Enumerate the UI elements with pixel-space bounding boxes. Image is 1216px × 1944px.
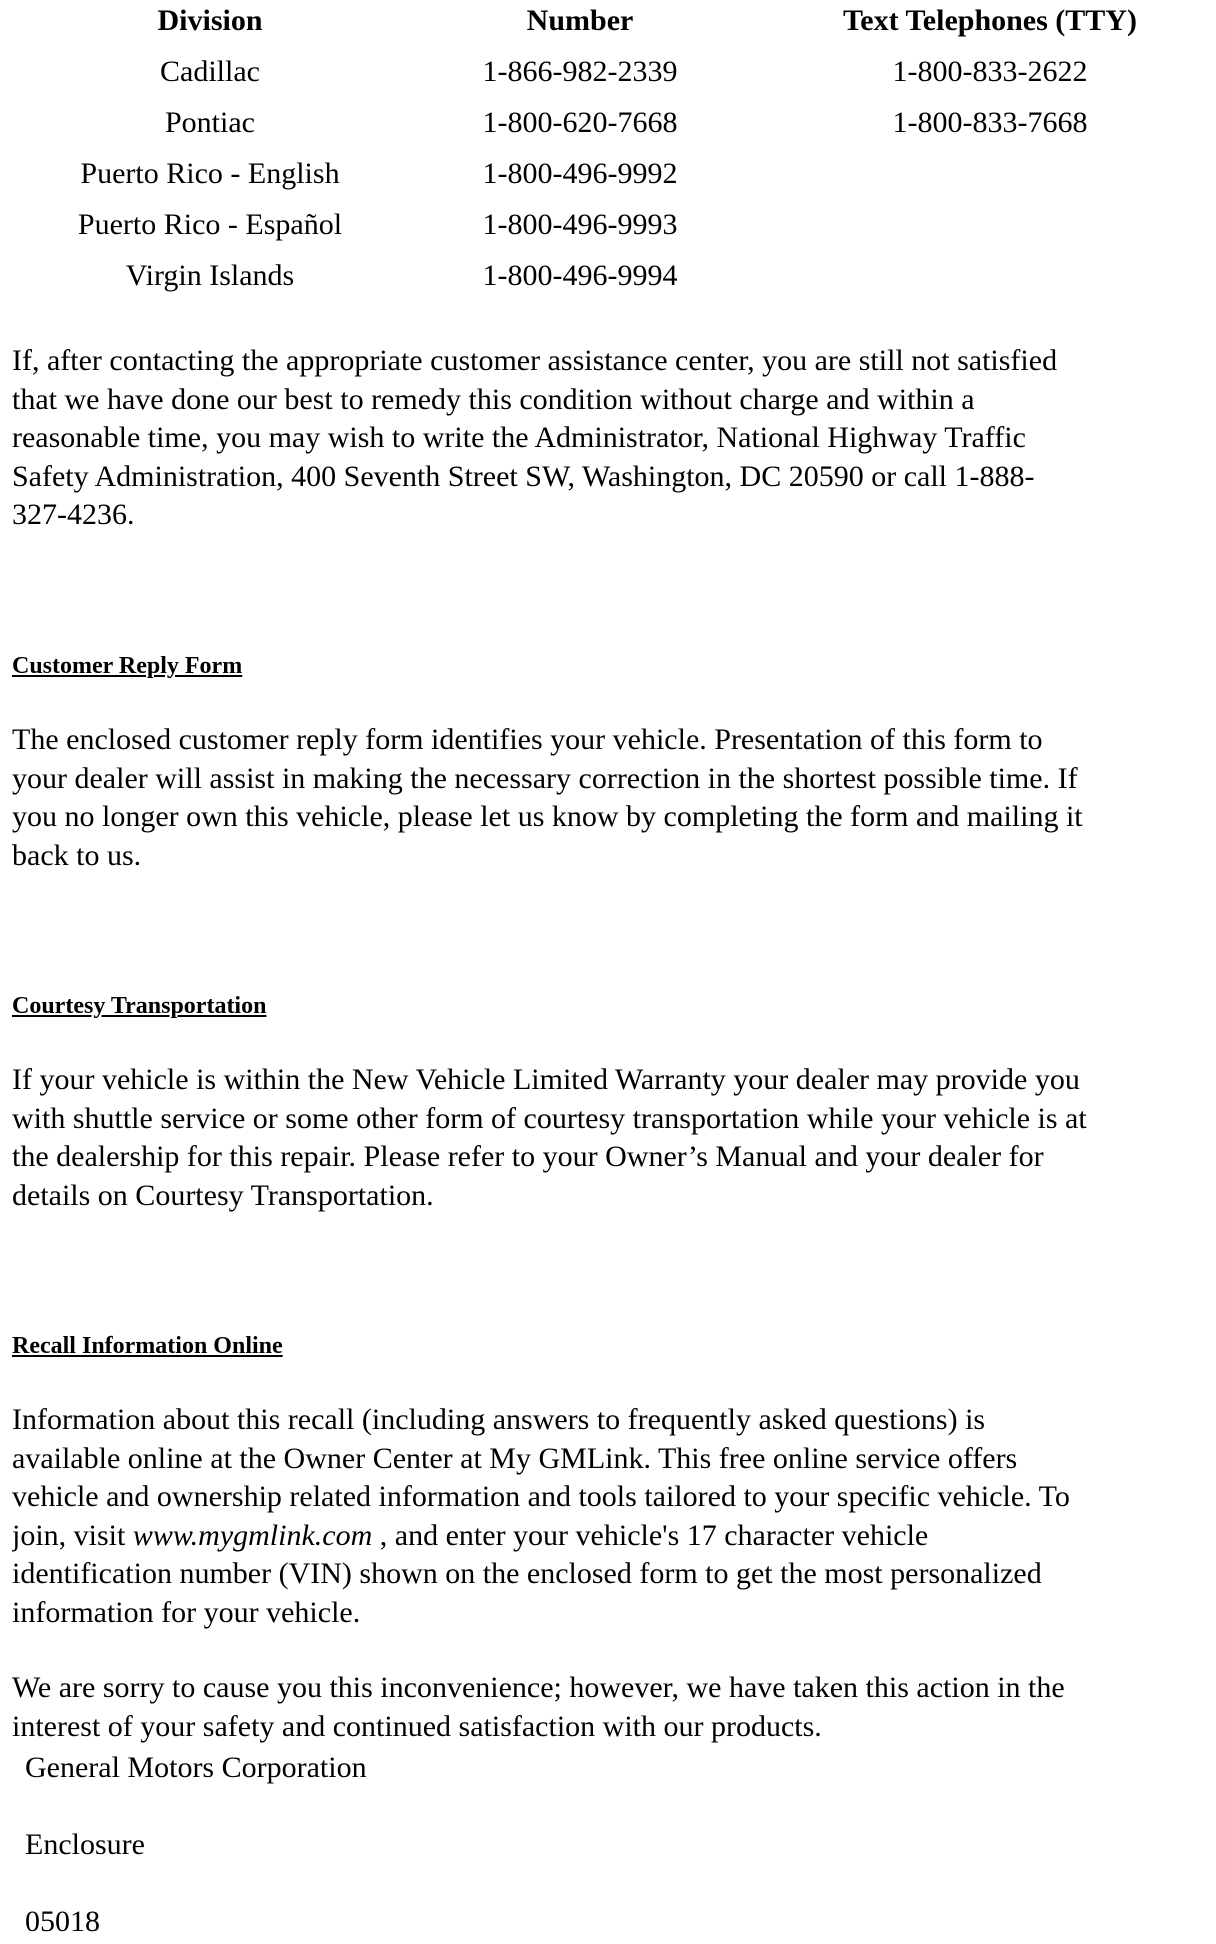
- paragraph-line: with shuttle service or some other form of courtesy transportation while your vehicle is at: [12, 1101, 1087, 1135]
- number-cell: 1-800-620-7668: [482, 106, 678, 139]
- paragraph-line: information for your vehicle.: [12, 1595, 361, 1629]
- table-row: [0, 256, 1216, 306]
- tty-cell: 1-800-833-7668: [892, 106, 1088, 139]
- customer-reply-paragraph: [12, 721, 1202, 875]
- number-cell: 1-866-982-2339: [482, 55, 678, 88]
- recall-online-heading: Recall Information Online: [12, 1333, 283, 1359]
- line-text: , and enter your vehicle's 17 character vehicle: [372, 1518, 929, 1552]
- paragraph-line: back to us.: [12, 838, 142, 872]
- paragraph-line: available online at the Owner Center at My GMLink. This free online service offers: [12, 1441, 1018, 1475]
- tty-cell: 1-800-833-2622: [892, 55, 1088, 88]
- paragraph-line: We are sorry to cause you this inconvenience; however, we have taken this action in the: [12, 1671, 1065, 1704]
- paragraph-line: details on Courtesy Transportation.: [12, 1178, 434, 1212]
- header-number: Number: [526, 4, 634, 37]
- table-row: [0, 103, 1216, 153]
- division-cell: Puerto Rico - English: [80, 157, 340, 190]
- paragraph-line: vehicle and ownership related information and tools tailored to your specific vehicle. To: [12, 1480, 1070, 1513]
- division-cell: Cadillac: [160, 55, 260, 88]
- table-row: [0, 154, 1216, 204]
- recall-online-paragraph: [12, 1401, 1202, 1632]
- enclosure-label: Enclosure: [25, 1828, 145, 1861]
- paragraph-line: [12, 1517, 1202, 1556]
- paragraph-line: identification number (VIN) shown on the enclosed form to get the most personalized: [12, 1557, 1042, 1590]
- division-cell: Puerto Rico - Español: [77, 208, 343, 241]
- paragraph-line: that we have done our best to remedy this condition without charge and within a: [12, 382, 975, 416]
- document-code: 05018: [25, 1905, 100, 1938]
- header-tty: Text Telephones (TTY): [843, 4, 1137, 37]
- paragraph-line: reasonable time, you may wish to write the Administrator, National Highway Traffic: [12, 421, 1026, 454]
- company-signature: General Motors Corporation: [25, 1751, 367, 1784]
- number-cell: 1-800-496-9992: [482, 157, 678, 190]
- closing-paragraph: [12, 1669, 1202, 1746]
- paragraph-line: Information about this recall (including answers to frequently asked questions) is: [12, 1403, 986, 1436]
- paragraph-line: The enclosed customer reply form identifies your vehicle. Presentation of this form to: [12, 723, 1043, 756]
- division-cell: Pontiac: [165, 106, 255, 139]
- line-text: join, visit: [12, 1518, 133, 1552]
- header-division: Division: [157, 4, 263, 37]
- courtesy-paragraph: [12, 1061, 1202, 1215]
- paragraph-line: your dealer will assist in making the necessary correction in the shortest possible time. If: [12, 761, 1078, 795]
- paragraph-line: interest of your safety and continued satisfaction with our products.: [12, 1709, 822, 1743]
- division-cell: Virgin Islands: [125, 259, 295, 292]
- table-row: [0, 52, 1216, 102]
- paragraph-line: If your vehicle is within the New Vehicle Limited Warranty your dealer may provide you: [12, 1063, 1080, 1096]
- customer-reply-heading: Customer Reply Form: [12, 653, 243, 679]
- paragraph-line: If, after contacting the appropriate customer assistance center, you are still not satisfied: [12, 344, 1058, 377]
- table-header-row: [0, 1, 1216, 51]
- paragraph-line: the dealership for this repair. Please refer to your Owner’s Manual and your dealer for: [12, 1140, 1044, 1173]
- number-cell: 1-800-496-9994: [482, 259, 678, 292]
- table-row: [0, 205, 1216, 255]
- paragraph-line: 327-4236.: [12, 498, 135, 531]
- number-cell: 1-800-496-9993: [482, 208, 678, 241]
- courtesy-heading: Courtesy Transportation: [12, 993, 267, 1019]
- paragraph-line: Safety Administration, 400 Seventh Street SW, Washington, DC 20590 or call 1-888-: [12, 459, 1035, 493]
- nhtsa-paragraph: [12, 342, 1202, 535]
- mygmlink-url-link[interactable]: www.mygmlink.com: [132, 1518, 373, 1552]
- paragraph-line: you no longer own this vehicle, please let us know by completing the form and mailing it: [12, 800, 1083, 833]
